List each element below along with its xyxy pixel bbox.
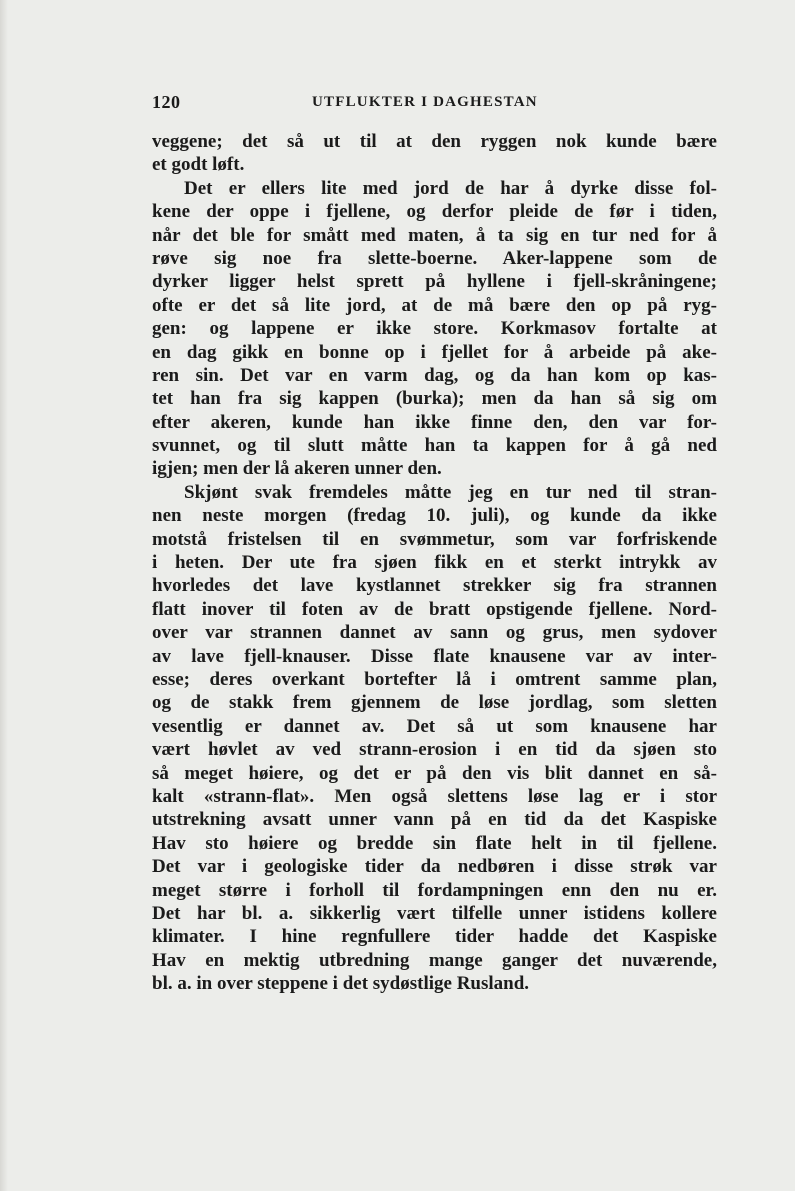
text-line: gen: og lappene er ikke store. Korkmasov fortalte at	[152, 318, 717, 340]
text-line: når det ble for smått med maten, å ta sig en tur ned for å	[152, 224, 717, 246]
text-line: efter akeren, kunde han ikke finne den, den var for-	[152, 411, 717, 433]
text-line: flatt inover til foten av de bratt opstigende fjellene. Nord-	[152, 598, 717, 620]
text-line: veggene; det så ut til at den ryggen nok kunde bære	[152, 131, 717, 152]
text-line: kene der oppe i fjellene, og derfor pleide de før i tiden,	[152, 201, 717, 223]
text-line: vesentlig er dannet av. Det så ut som knausene har	[152, 715, 717, 737]
text-line: hvorledes det lave kystlannet strekker sig fra strannen	[152, 575, 717, 597]
text-line: en dag gikk en bonne op i fjellet for å arbeide på ake-	[152, 341, 717, 363]
text-line: ofte er det så lite jord, at de må bære den op på ryg-	[152, 294, 717, 316]
text-line: nen neste morgen (fredag 10. juli), og kunde da ikke	[152, 505, 717, 527]
running-title: UTFLUKTER I DAGHESTAN	[312, 94, 538, 110]
text-line: ren sin. Det var en varm dag, og da han kom op kas-	[152, 364, 717, 386]
text-line: Hav sto høiere og bredde sin flate helt in til fjellene.	[152, 832, 717, 854]
text-line: kalt «strann-flat». Men også slettens løse lag er i stor	[152, 785, 717, 807]
text-line: Det er ellers lite med jord de har å dyrke disse fol-	[184, 177, 717, 199]
text-line: motstå fristelsen til en svømmetur, som var forfriskende	[152, 528, 717, 550]
text-line: esse; deres overkant bortefter lå i omtrent samme plan,	[152, 668, 717, 690]
page-edge	[0, 0, 8, 1191]
text-line: meget større i forholl til fordampningen enn den nu er.	[152, 879, 717, 901]
text-line: utstrekning avsatt unner vann på en tid da det Kaspiske	[152, 809, 717, 831]
text-line: Det har bl. a. sikkerlig vært tilfelle unner istidens kollere	[152, 902, 717, 924]
text-line: et godt løft.	[152, 154, 245, 176]
page-number: 120	[152, 92, 181, 112]
text-line: tet han fra sig kappen (burka); men da han så sig om	[152, 388, 717, 410]
text-line: Hav en mektig utbredning mange ganger det nuværende,	[152, 949, 717, 971]
text-line: dyrker ligger helst sprett på hyllene i fjell-skråningene;	[152, 271, 717, 293]
text-line: røve sig noe fra slette-boerne. Aker-lappene som de	[152, 247, 717, 269]
text-line: vært høvlet av ved strann-erosion i en tid da sjøen sto	[152, 739, 717, 761]
text-line: og de stakk frem gjennem de løse jordlag, som sletten	[152, 692, 717, 714]
text-line: Det var i geologiske tider da nedbøren i disse strøk var	[152, 856, 717, 878]
text-line: Skjønt svak fremdeles måtte jeg en tur ned til stran-	[184, 481, 717, 503]
text-line: svunnet, og til slutt måtte han ta kappen for å gå ned	[152, 435, 717, 457]
page-header	[152, 92, 717, 116]
text-line: klimater. I hine regnfullere tider hadde det Kaspiske	[152, 926, 717, 948]
text-line: over var strannen dannet av sann og grus, men sydover	[152, 622, 717, 644]
text-line: av lave fjell-knauser. Disse flate knausene var av inter-	[152, 645, 717, 667]
text-line: bl. a. in over steppene i det sydøstlige Rusland.	[152, 973, 530, 995]
body-text	[152, 130, 717, 995]
text-line: så meget høiere, og det er på den vis blit dannet en så-	[152, 762, 717, 784]
text-line: i heten. Der ute fra sjøen fikk en et sterkt intrykk av	[152, 552, 717, 574]
text-line: igjen; men der lå akeren unner den.	[152, 458, 442, 480]
